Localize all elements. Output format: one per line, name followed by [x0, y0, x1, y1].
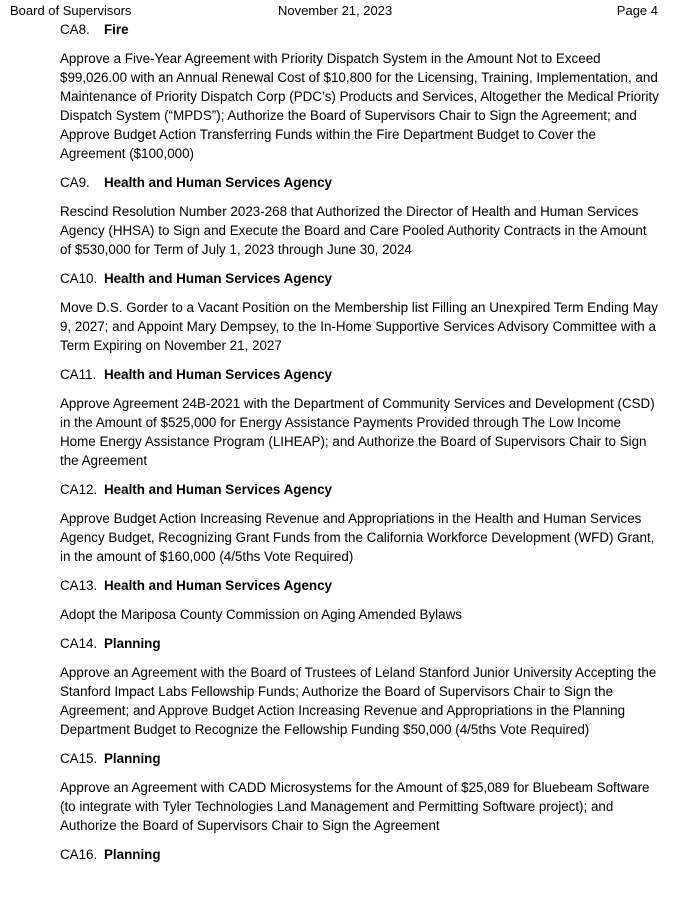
agenda-item-description: Approve Budget Action Increasing Revenue and Appropriations in the Health and Human Services Agency Budget, Recognizing Grant Funds from the California Workforce Development (WFD) Grant, in the amount of $160,000 (4/5ths Vote Required): [60, 511, 655, 564]
agenda-item-title: Fire: [104, 22, 129, 37]
agenda-item-title: Health and Human Services Agency: [104, 578, 332, 593]
agenda-item-number: CA11.: [60, 367, 97, 382]
agenda-item-description: Rescind Resolution Number 2023-268 that Authorized the Director of Health and Human Services Agency (HHSA) to Sign and Execute the Board and Care Pooled Authority Contracts in the Amount of $530,000 for Term of July 1, 2023 through June 30, 2024: [60, 204, 647, 257]
agenda-item-ca8: [60, 20, 660, 163]
agenda-item-description: Approve an Agreement with CADD Microsystems for the Amount of $25,089 for Bluebeam Software (to integrate with Tyler Technologies Land Management and Permitting Software project); and Authorize the Board of Supervisors Chair to Sign the Agreement: [60, 780, 650, 833]
agenda-item-ca15: [60, 749, 660, 835]
agenda-item-title: Planning: [104, 636, 161, 651]
agenda-item-description: Approve a Five-Year Agreement with Priority Dispatch System in the Amount Not to Exceed $99,026.00 with an Annual Renewal Cost of $10,800 for the Licensing, Training, Implementation, and Maintenance of Priority Dispatch Corp (PDC’s) Products and Services, Altogether the Medical Priority Dispatch System (“MPDS”); Authorize the Board of Supervisors Chair to Sign the Agreement; and Approve Budget Action Transferring Funds within the Fire Department Budget to Cover the Agreement ($100,000): [60, 51, 659, 161]
page-header: [0, 2, 680, 20]
agenda-item-title: Planning: [104, 751, 161, 766]
agenda-item-heading: [60, 634, 660, 654]
header-page-number: Page 4: [616, 3, 658, 18]
agenda-item-number: CA13.: [60, 578, 98, 593]
agenda-item-description: Move D.S. Gorder to a Vacant Position on the Membership list Filling an Unexpired Term Ending May 9, 2027; and Appoint Mary Dempsey, to the In-Home Supportive Services Advisory Committee with a Term Expiring on November 21, 2027: [60, 300, 658, 353]
agenda-item-description: Approve an Agreement with the Board of Trustees of Leland Stanford Junior University Accepting the Stanford Impact Labs Fellowship Funds; Authorize the Board of Supervisors Chair to Sign the Agreement; and Approve Budget Action Increasing Revenue and Appropriations in the Planning Department Budget to Recognize the Fellowship Funding $50,000 (4/5ths Vote Required): [60, 665, 657, 737]
agenda-item-heading: [60, 269, 660, 289]
agenda-item-heading: [60, 480, 660, 500]
agenda-item-ca9: [60, 173, 660, 259]
agenda-item-description: Approve Agreement 24B-2021 with the Department of Community Services and Development (CSD) in the Amount of $525,000 for Energy Assistance Payments Provided through The Low Income Home Energy Assistance Program (LIHEAP); and Authorize the Board of Supervisors Chair to Sign the Agreement: [60, 396, 655, 468]
agenda-item-ca13: [60, 576, 660, 624]
consent-agenda-items: [60, 20, 660, 874]
agenda-item-heading: [60, 576, 660, 596]
agenda-item-number: CA10.: [60, 271, 98, 286]
agenda-item-title: Health and Human Services Agency: [104, 271, 332, 286]
agenda-item-ca14: [60, 634, 660, 739]
agenda-item-description: Adopt the Mariposa County Commission on Aging Amended Bylaws: [60, 607, 462, 622]
agenda-item-heading: [60, 173, 660, 193]
agenda-item-heading: [60, 365, 660, 385]
agenda-item-title: Health and Human Services Agency: [104, 175, 332, 190]
agenda-item-number: CA8.: [60, 22, 90, 37]
agenda-item-title: Health and Human Services Agency: [104, 482, 332, 497]
agenda-item-heading: [60, 749, 660, 769]
agenda-item-number: CA9.: [60, 175, 90, 190]
agenda-item-ca16: [60, 845, 660, 865]
agenda-item-ca10: [60, 269, 660, 355]
agenda-item-heading: [60, 20, 660, 40]
agenda-item-number: CA15.: [60, 751, 98, 766]
agenda-item-heading: [60, 845, 660, 865]
agenda-item-number: CA12.: [60, 482, 98, 497]
header-date: November 21, 2023: [278, 3, 393, 18]
agenda-item-number: CA16.: [60, 847, 98, 862]
agenda-item-title: Health and Human Services Agency: [104, 367, 332, 382]
agenda-item-ca12: [60, 480, 660, 566]
header-organization: Board of Supervisors: [10, 3, 132, 18]
agenda-item-ca11: [60, 365, 660, 470]
agenda-item-title: Planning: [104, 847, 161, 862]
agenda-item-number: CA14.: [60, 636, 98, 651]
